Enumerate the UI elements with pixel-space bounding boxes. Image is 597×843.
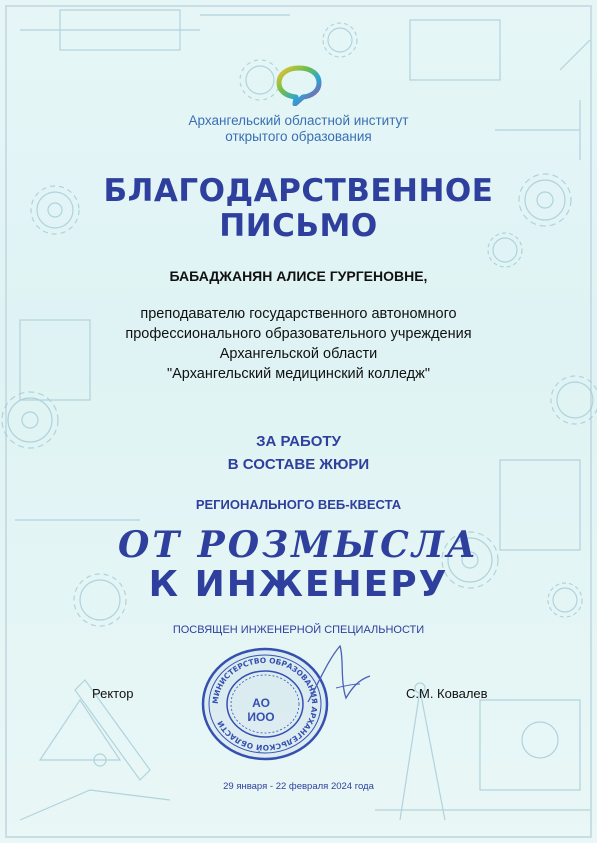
stamp-center-text: АО ИОО <box>247 696 275 724</box>
recipient-name: БАБАДЖАНЯН АЛИСЕ ГУРГЕНОВНЕ, <box>169 268 428 284</box>
description-line-3: Архангельской области <box>219 346 378 362</box>
event-name-line-1: ОТ РОЗМЫСЛА <box>118 524 479 566</box>
stamp-ring-text: МИНИСТЕРСТВО ОБРАЗОВАНИЯ АРХАНГЕЛЬСКОЙ ОБЛАСТИ <box>210 655 320 753</box>
award-reason <box>0 430 597 476</box>
signatory-name: С.М. Ковалев <box>406 686 488 701</box>
organization-name <box>0 113 597 145</box>
event-name-line-2: К ИНЖЕНЕРУ <box>148 564 449 605</box>
organization-line-2: открытого образования <box>225 129 372 144</box>
handwritten-signature <box>300 640 380 710</box>
speech-bubble-logo-icon <box>275 64 323 106</box>
event-type: РЕГИОНАЛЬНОГО ВЕБ-КВЕСТА <box>195 497 402 512</box>
reason-line-2: В СОСТАВЕ ЖЮРИ <box>227 456 370 473</box>
title-line-1: БЛАГОДАРСТВЕННОЕ <box>103 173 494 209</box>
recipient-description <box>0 304 597 384</box>
signatory-role: Ректор <box>92 686 134 701</box>
title-line-2: ПИСЬМО <box>219 208 378 244</box>
description-line-4: "Архангельский медицинский колледж" <box>166 366 430 382</box>
organization-line-1: Архангельский областной институт <box>188 113 409 128</box>
event-dates: 29 января - 22 февраля 2024 года <box>223 781 374 792</box>
event-name <box>0 525 597 605</box>
description-line-2: профессионального образовательного учреждения <box>125 326 472 342</box>
reason-line-1: ЗА РАБОТУ <box>256 433 341 450</box>
document-title <box>0 174 597 244</box>
event-subtitle: ПОСВЯЩЕН ИНЖЕНЕРНОЙ СПЕЦИАЛЬНОСТИ <box>172 624 425 636</box>
description-line-1: преподавателю государственного автономного <box>140 306 457 322</box>
